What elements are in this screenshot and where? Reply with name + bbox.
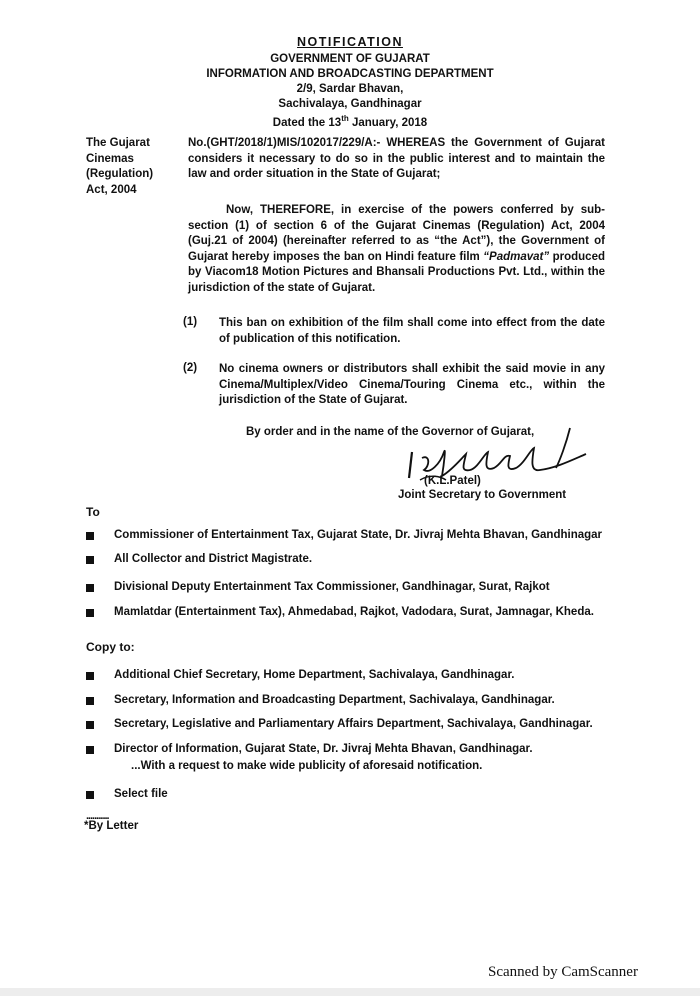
to-label: To (86, 505, 100, 519)
by-letter-note: *By Letter (84, 820, 139, 832)
bullet-square-icon (86, 532, 94, 540)
bullet-square-icon (86, 672, 94, 680)
to-item: Commissioner of Entertainment Tax, Gujarat State, Dr. Jivraj Mehta Bhavan, Gandhinagar (86, 529, 646, 545)
whereas-paragraph: No.(GHT/2018/1)MIS/102017/229/A:- WHEREAS the Government of Gujarat considers it necessary to do so in the public interest and to maintain the law and order situation in the State of Gujarat; (188, 137, 605, 180)
bullet-square-icon (86, 584, 94, 592)
copy-item: Select file (86, 788, 646, 804)
government-heading: GOVERNMENT OF GUJARAT (270, 53, 430, 65)
to-item: Mamlatdar (Entertainment Tax), Ahmedabad, Rajkot, Vadodara, Surat, Jamnagar, Kheda. (86, 606, 646, 622)
copy-item: Secretary, Information and Broadcasting Department, Sachivalaya, Gandhinagar. (86, 694, 646, 710)
bullet-square-icon (86, 556, 94, 564)
clause-2-number: (2) (183, 362, 198, 374)
scan-edge-strip (0, 988, 700, 996)
signatory-name: (K.L.Patel) (424, 475, 481, 487)
copy-item: Secretary, Legislative and Parliamentary Affairs Department, Sachivalaya, Gandhinagar. (86, 718, 646, 734)
notification-title: NOTIFICATION (297, 35, 403, 49)
to-item: All Collector and District Magistrate. (86, 553, 646, 569)
clause-2-text: No cinema owners or distributors shall exhibit the said movie in any Cinema/Multiplex/Video Cinema/Touring Cinema etc., within the jurisdiction of the State of Gujarat. (219, 363, 605, 406)
date-line: Dated the 13th January, 2018 (272, 114, 428, 129)
department-heading: INFORMATION AND BROADCASTING DEPARTMENT (206, 68, 494, 80)
act-side-note: The Gujarat Cinemas (Regulation) Act, 2004 (86, 137, 154, 196)
copy-to-label: Copy to: (86, 640, 135, 654)
clause-1-text: This ban on exhibition of the film shall come into effect from the date of publication of this notification. (219, 317, 605, 345)
copy-item: Additional Chief Secretary, Home Department, Sachivalaya, Gandhinagar. (86, 669, 646, 685)
separator-dots: ........... (86, 810, 109, 822)
signatory-role: Joint Secretary to Government (398, 489, 567, 501)
publicity-note: ...With a request to make wide publicity of aforesaid notification. (131, 760, 483, 772)
bullet-square-icon (86, 746, 94, 754)
bullet-square-icon (86, 609, 94, 617)
therefore-paragraph: Now, THEREFORE, in exercise of the powers conferred by sub-section (1) of section 6 of the Gujarat Cinemas (Regulation) Act, 2004 (Guj.21 of 2004) (hereinafter referred to as “the Act”), the Government of Gujarat hereby imposes the ban on Hindi feature film “Padmavat” produced by Viacom18 Motion Pictures and Bhansali Productions Pvt. Ltd., within the jurisdiction of the state of Gujarat. (188, 204, 605, 294)
clause-1-number: (1) (183, 316, 198, 328)
film-name: “Padmavat” (483, 250, 550, 263)
bullet-square-icon (86, 697, 94, 705)
address-line-2: Sachivalaya, Gandhinagar (278, 98, 422, 110)
order-line: By order and in the name of the Governor of Gujarat, (246, 426, 535, 438)
bullet-square-icon (86, 791, 94, 799)
to-item: Divisional Deputy Entertainment Tax Commissioner, Gandhinagar, Surat, Rajkot (86, 581, 646, 597)
copy-item: Director of Information, Gujarat State, Dr. Jivraj Mehta Bhavan, Gandhinagar. (86, 743, 646, 759)
bullet-square-icon (86, 721, 94, 729)
scanner-watermark: Scanned by CamScanner (488, 964, 638, 980)
address-line-1: 2/9, Sardar Bhavan, (296, 83, 404, 95)
